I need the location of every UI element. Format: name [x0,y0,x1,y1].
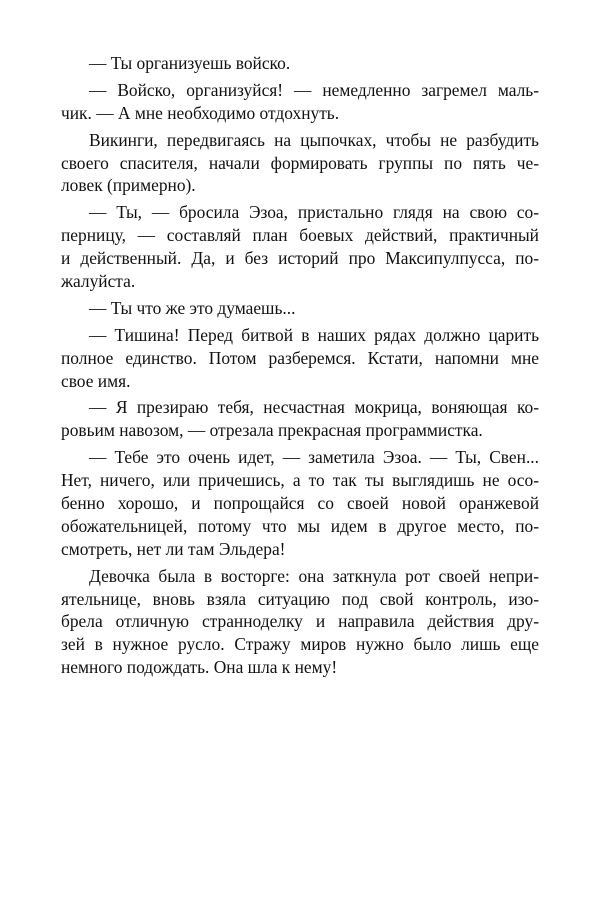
text-line: чик. — А мне необходимо отдохнуть. [61,102,340,123]
paragraph [61,297,539,320]
paragraph [61,565,539,679]
text-line: Викинги, передвигаясь на цыпочках, чтобы не разбудить [89,129,539,150]
text-line: — Ты, — бросила Эзоа, пристально глядя на свою со- [89,202,539,223]
text-line: бенно хорошо, и попрощайся со своей новой оранжевой [61,493,539,514]
text-line: жалуйста. [61,271,136,292]
text-line: ловек (примерно). [61,175,196,196]
text-line: смотреть, нет ли там Эльдера! [61,538,286,559]
text-line: брела отличную странноделку и направила действия дру- [61,611,539,632]
paragraph [61,396,539,442]
text-line: и действенный. Да, и без историй про Максипулпусса, по- [61,248,539,269]
text-line: — Тишина! Перед битвой в наших рядах должно царить [89,324,539,345]
text-line: ровьим навозом, — отрезала прекрасная программистка. [61,420,483,441]
text-line: — Я презираю тебя, несчастная мокрица, воняющая ко- [89,397,539,418]
text-line: — Войско, организуйся! — немедленно загремел маль- [89,79,539,100]
text-line: Нет, ничего, или причешись, а то так ты выглядишь не осо- [61,470,539,491]
text-line: свое имя. [61,370,131,391]
text-line: обожательницей, потому что мы идем в другое место, по- [61,515,539,536]
text-line: перницу, — составляй план боевых действий, практичный [61,225,539,246]
paragraph [61,324,539,393]
text-line: своего спасителя, начали формировать группы по пять че- [61,152,539,173]
book-page [61,52,539,683]
text-line: — Тебе это очень идет, — заметила Эзоа. — Ты, Свен... [89,447,539,468]
text-line: — Ты организуешь войско. [89,53,291,73]
paragraph [61,129,539,198]
paragraph [61,446,539,560]
text-line: — Ты что же это думаешь... [89,297,296,318]
text-line: Девочка была в восторге: она заткнула рот своей непри- [89,565,539,586]
paragraph [61,79,539,125]
paragraph [61,52,539,75]
text-line: зей в нужное русло. Стражу миров нужно было лишь еще [61,634,539,655]
text-line: полное единство. Потом разберемся. Кстати, напомни мне [61,347,539,368]
paragraph [61,201,539,293]
text-line: немного подождать. Она шла к нему! [61,657,338,678]
text-line: ятельнице, вновь взяла ситуацию под свой контроль, изо- [61,588,539,609]
